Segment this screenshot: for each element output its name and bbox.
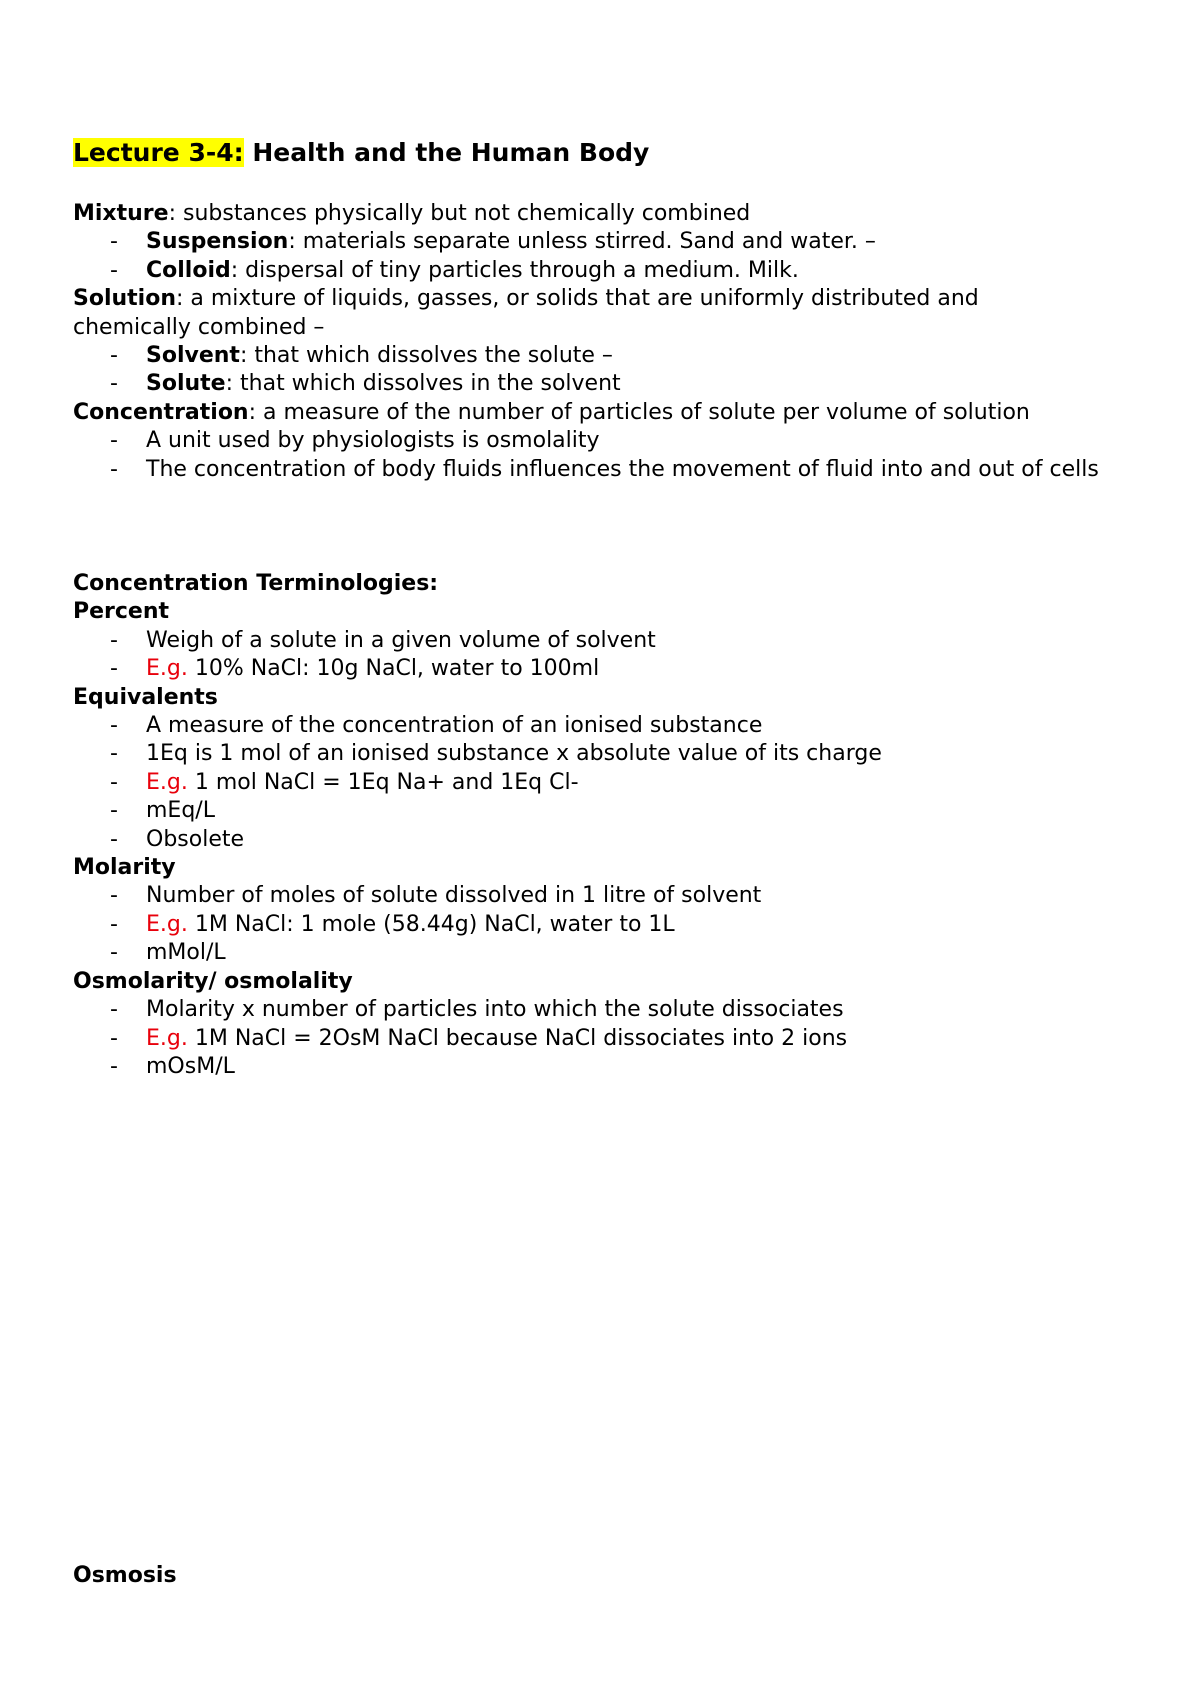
list-item: - mMol/L <box>110 940 226 966</box>
equivalents-heading: Equivalents <box>73 684 218 710</box>
list-item: - Obsolete <box>110 826 245 852</box>
molarity-heading: Molarity <box>73 855 176 881</box>
colloid-item: - Colloid: dispersal of tiny particles through a medium. Milk. <box>110 257 799 283</box>
suspension-item: - Suspension: materials separate unless stirred. Sand and water. – <box>110 229 876 255</box>
example-item: - E.g. 1 mol NaCl = 1Eq Na+ and 1Eq Cl- <box>110 769 579 795</box>
page-title <box>73 137 649 169</box>
terminologies-section <box>73 570 1153 1081</box>
percent-heading: Percent <box>73 599 170 625</box>
list-item: - Weigh of a solute in a given volume of solvent <box>110 627 656 653</box>
solvent-item: - Solvent: that which dissolves the solute – <box>110 343 613 369</box>
mixture-definition: Mixture: substances physically but not chemically combined <box>73 201 751 226</box>
section-heading: Concentration Terminologies: <box>73 571 439 596</box>
list-item: - Molarity x number of particles into which the solute dissociates <box>110 997 844 1023</box>
example-item: - E.g. 1M NaCl = 2OsM NaCl because NaCl dissociates into 2 ions <box>110 1025 848 1051</box>
title-prefix-highlight: Lecture 3-4: <box>73 138 244 167</box>
title-text: Health and the Human Body <box>243 138 650 167</box>
list-item: - A unit used by physiologists is osmolality <box>110 428 600 454</box>
example-label: E.g. <box>146 911 188 937</box>
solute-item: - Solute: that which dissolves in the solvent <box>110 371 621 397</box>
list-item: - A measure of the concentration of an ionised substance <box>110 713 763 739</box>
example-item: - E.g. 10% NaCl: 10g NaCl, water to 100ml <box>110 656 600 682</box>
example-label: E.g. <box>146 1025 188 1051</box>
example-label: E.g. <box>146 656 188 682</box>
concentration-definition: Concentration: a measure of the number of particles of solute per volume of solution <box>73 399 1030 425</box>
list-item: - 1Eq is 1 mol of an ionised substance x absolute value of its charge <box>110 741 882 767</box>
example-item: - E.g. 1M NaCl: 1 mole (58.44g) NaCl, water to 1L <box>110 911 675 937</box>
list-item: - mOsM/L <box>110 1053 235 1079</box>
list-item: - Number of moles of solute dissolved in 1 litre of solvent <box>110 883 762 909</box>
list-item: - mEq/L <box>110 798 215 824</box>
example-label: E.g. <box>146 769 188 795</box>
osmolarity-heading: Osmolarity/ osmolality <box>73 968 353 994</box>
solution-definition: Solution: a mixture of liquids, gasses, or solids that are uniformly distributed and chemically combined – <box>73 286 979 340</box>
list-item: - The concentration of body fluids influences the movement of fluid into and out of cells <box>110 456 1099 482</box>
definitions-section <box>73 200 1153 484</box>
osmosis-heading: Osmosis <box>73 1563 177 1588</box>
